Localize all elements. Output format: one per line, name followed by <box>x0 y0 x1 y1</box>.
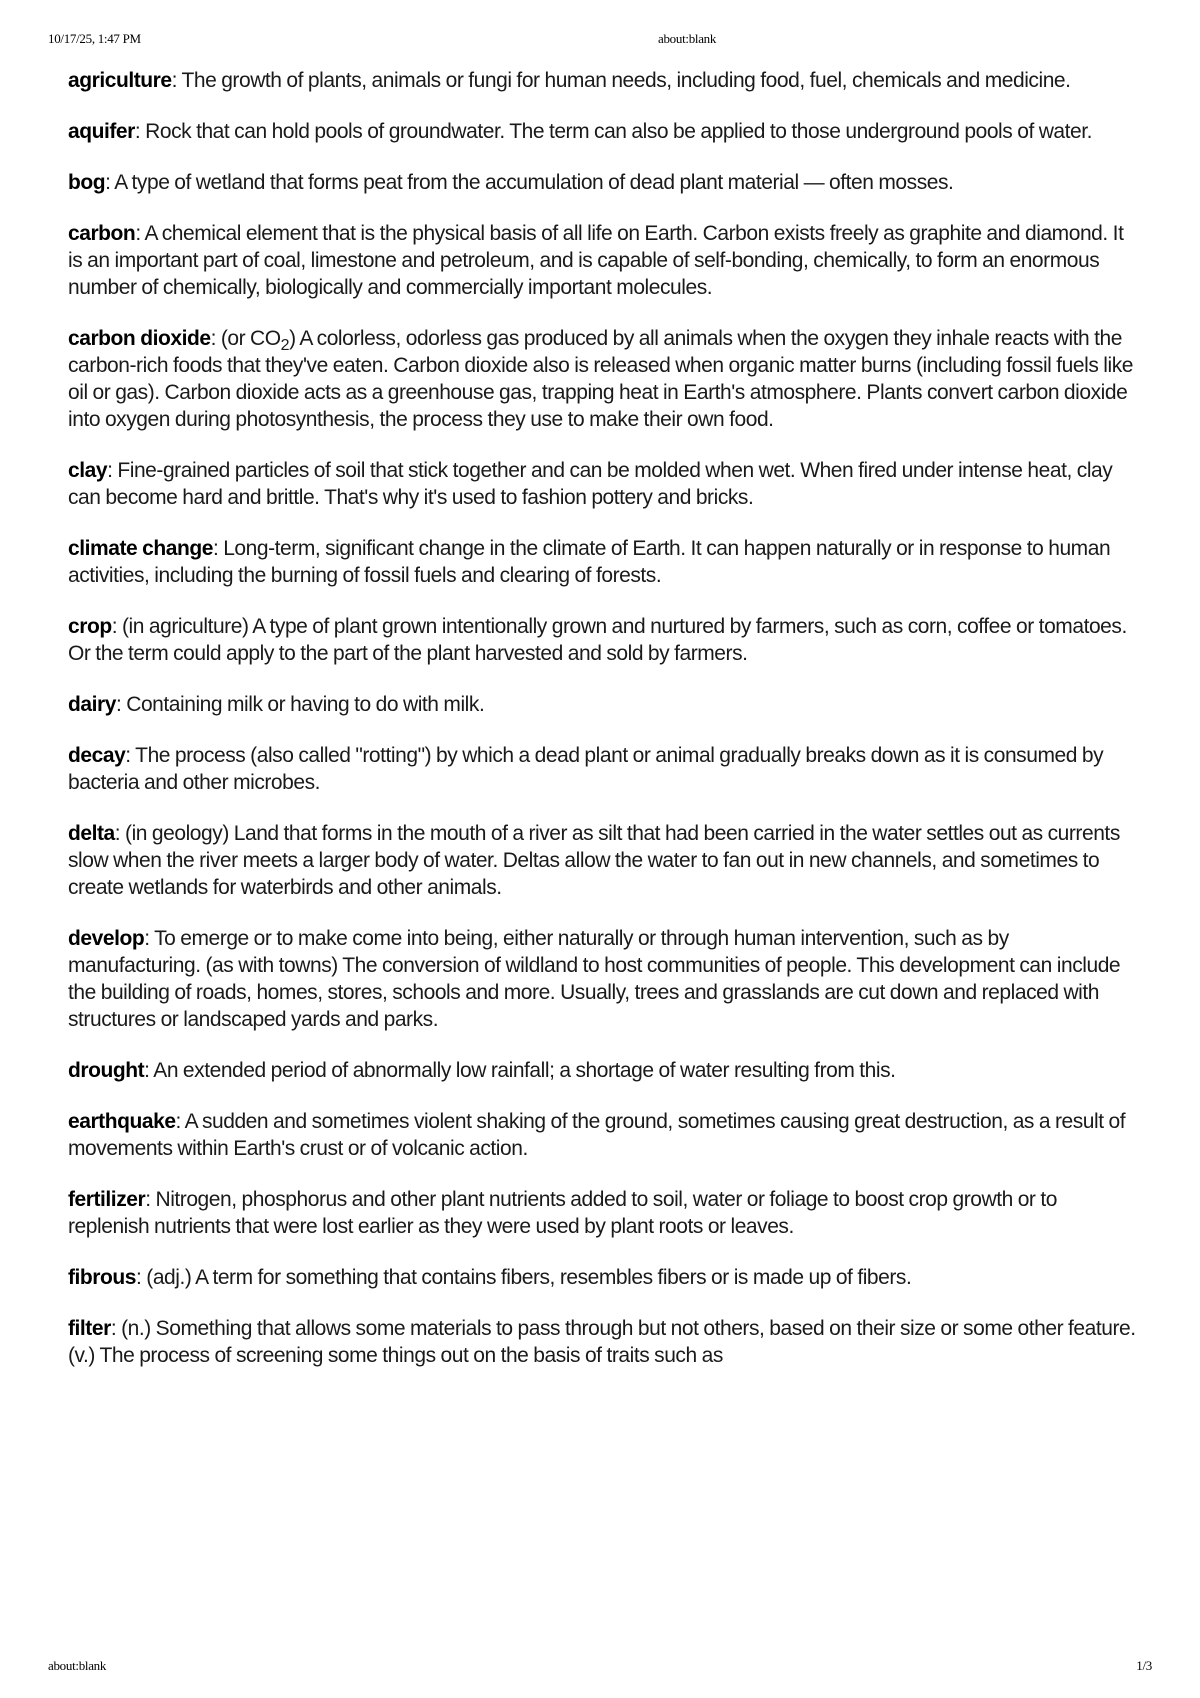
glossary-term: decay <box>68 744 126 767</box>
glossary-entry-fibrous <box>68 1264 1140 1291</box>
print-footer <box>0 1658 1200 1676</box>
print-url: about:blank <box>48 1658 107 1673</box>
glossary-term: fertilizer <box>68 1188 146 1211</box>
glossary-definition: : The growth of plants, animals or fungi for human needs, including food, fuel, chemicals and medicine. <box>171 69 1071 92</box>
page-number: 1/3 <box>1136 1658 1152 1673</box>
glossary-term: agriculture <box>68 69 172 92</box>
glossary-entry-drought <box>68 1057 1140 1084</box>
glossary-definition: : To emerge or to make come into being, either naturally or through human intervention, such as by manufacturing. (as with towns) The conversion of wildland to host communities of people. This development can include the building of roads, homes, stores, schools and more. Usually, trees and grasslands are cut down and replaced with structures or landscaped yards and parks. <box>68 927 1121 1031</box>
glossary-entry-filter <box>68 1315 1140 1369</box>
glossary-entry-dairy <box>68 691 1140 718</box>
glossary-term: dairy <box>68 693 116 716</box>
glossary-term: drought <box>68 1059 145 1082</box>
glossary-definition-prefix: : (or CO <box>210 327 281 350</box>
glossary-entry-develop <box>68 925 1140 1033</box>
glossary-definition: : (n.) Something that allows some materials to pass through but not others, based on their size or some other feature. (v.) The process of screening some things out on the basis of traits such as <box>68 1317 1136 1367</box>
glossary-definition: : Long-term, significant change in the climate of Earth. It can happen naturally or in response to human activities, including the burning of fossil fuels and clearing of forests. <box>68 537 1111 587</box>
glossary-definition: : Nitrogen, phosphorus and other plant nutrients added to soil, water or foliage to boost crop growth or to replenish nutrients that were lost earlier as they were used by plant roots or leaves. <box>68 1188 1057 1238</box>
glossary-entry-carbon <box>68 220 1140 301</box>
glossary-entry-fertilizer <box>68 1186 1140 1240</box>
glossary-term: climate change <box>68 537 213 560</box>
glossary-entry-climate-change <box>68 535 1140 589</box>
glossary-term: filter <box>68 1317 111 1340</box>
glossary-term: earthquake <box>68 1110 176 1133</box>
glossary-definition: : The process (also called "rotting") by which a dead plant or animal gradually breaks down as it is consumed by bacteria and other microbes. <box>68 744 1104 794</box>
glossary-entry-earthquake <box>68 1108 1140 1162</box>
glossary-definition: : Containing milk or having to do with milk. <box>115 693 485 716</box>
print-datetime: 10/17/25, 1:47 PM <box>48 31 141 46</box>
glossary-entry-decay <box>68 742 1140 796</box>
glossary-term: carbon dioxide <box>68 327 211 350</box>
glossary-entry-clay <box>68 457 1140 511</box>
glossary-definition: : A type of wetland that forms peat from the accumulation of dead plant material — often mosses. <box>105 171 954 194</box>
glossary-term: develop <box>68 927 145 950</box>
glossary-definition: : Fine-grained particles of soil that stick together and can be molded when wet. When fired under intense heat, clay can become hard and brittle. That's why it's used to fashion pottery and bricks. <box>68 459 1113 509</box>
glossary-entry-crop <box>68 613 1140 667</box>
glossary-definition: : (in geology) Land that forms in the mouth of a river as silt that had been carried in the water settles out as currents slow when the river meets a larger body of water. Deltas allow the water to fan out in new channels, and sometimes to create wetlands for waterbirds and other animals. <box>68 822 1120 899</box>
co2-subscript: 2 <box>280 337 290 354</box>
glossary-definition: : Rock that can hold pools of groundwater. The term can also be applied to those underground pools of water. <box>134 120 1093 143</box>
glossary-term: delta <box>68 822 115 845</box>
glossary-entry-agriculture <box>68 67 1140 94</box>
glossary-definition: : An extended period of abnormally low rainfall; a shortage of water resulting from this. <box>144 1059 896 1082</box>
glossary-entry-carbon-dioxide <box>68 325 1140 433</box>
glossary-term: bog <box>68 171 106 194</box>
glossary-definition: : (adj.) A term for something that contains fibers, resembles fibers or is made up of fibers. <box>136 1266 912 1289</box>
glossary-definition: : A sudden and sometimes violent shaking of the ground, sometimes causing great destruction, as a result of movements within Earth's crust or of volcanic action. <box>68 1110 1126 1160</box>
glossary-term: aquifer <box>68 120 135 143</box>
glossary-entry-delta <box>68 820 1140 901</box>
glossary-definition: : A chemical element that is the physical basis of all life on Earth. Carbon exists freely as graphite and diamond. It is an important part of coal, limestone and petroleum, and is capable of self-bonding, chemically, to form an enormous number of chemically, biologically and commercially important molecules. <box>68 222 1124 299</box>
glossary-definition: : (in agriculture) A type of plant grown intentionally grown and nurtured by farmers, such as corn, coffee or tomatoes. Or the term could apply to the part of the plant harvested and sold by farmers. <box>68 615 1127 665</box>
print-header <box>0 31 1200 49</box>
glossary-term: clay <box>68 459 108 482</box>
glossary-term: carbon <box>68 222 136 245</box>
print-page-title: about:blank <box>658 31 717 46</box>
glossary-definition: ) A colorless, odorless gas produced by all animals when the oxygen they inhale reacts with the carbon-rich foods that they've eaten. Carbon dioxide also is released when organic matter burns (including fossil fuels like oil or gas). Carbon dioxide acts as a greenhouse gas, trapping heat in Earth's atmosphere. Plants convert carbon dioxide into oxygen during photosynthesis, the process they use to make their own food. <box>68 327 1133 431</box>
glossary-term: crop <box>68 615 112 638</box>
glossary-entry-aquifer <box>68 118 1140 145</box>
glossary-term: fibrous <box>68 1266 137 1289</box>
glossary-entry-bog <box>68 169 1140 196</box>
glossary-content <box>68 67 1140 1393</box>
